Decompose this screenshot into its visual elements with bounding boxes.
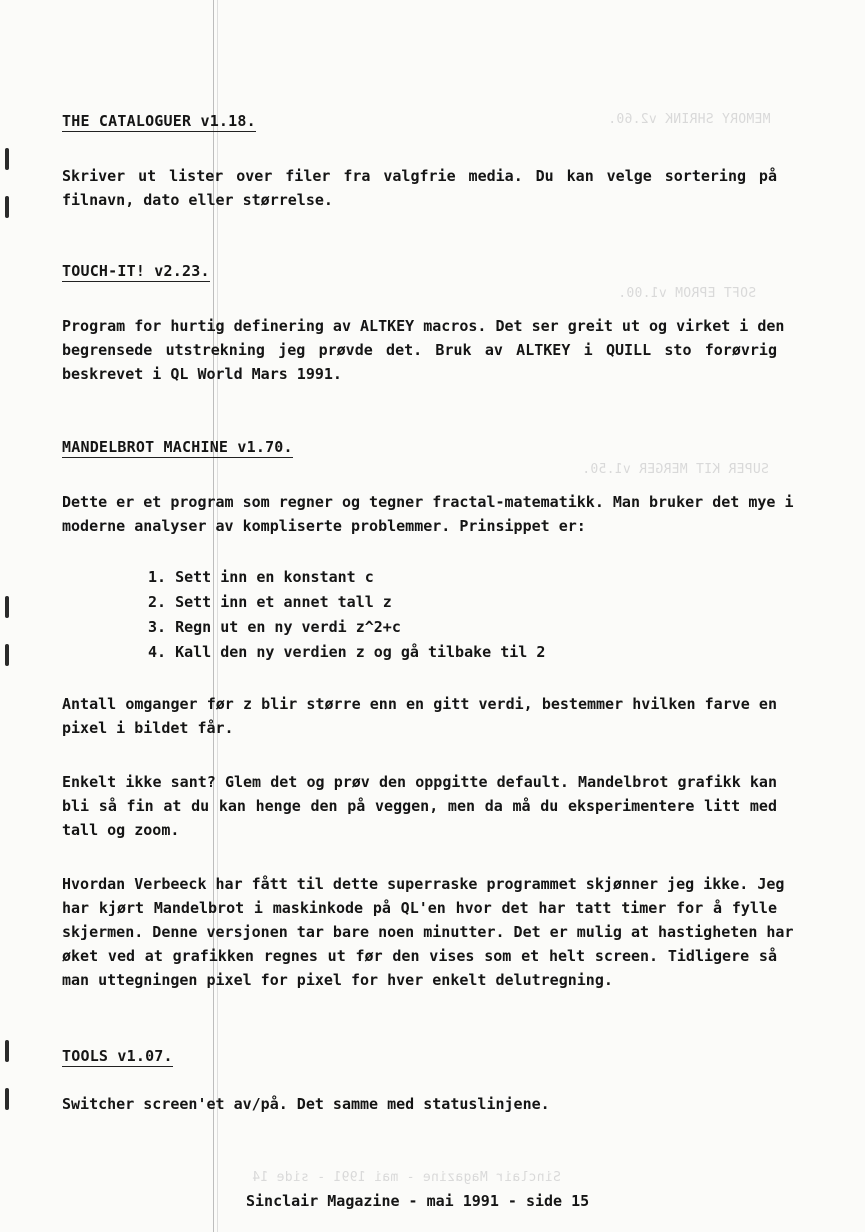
- bleed-through-heading: SOFT EPROM v1.00.: [618, 286, 757, 301]
- punch-hole-mark: [5, 1040, 9, 1062]
- section-body-cataloguer: [62, 164, 777, 212]
- section-body-mandelbrot: [62, 770, 777, 842]
- text-line: pixel i bildet får.: [62, 719, 234, 737]
- bleed-through-heading: SUPER KIT MERGER v1.50.: [582, 462, 769, 477]
- text-line: tall og zoom.: [62, 821, 180, 839]
- text-line: moderne analyser av kompliserte problemmer. Prinsippet er:: [62, 517, 586, 535]
- text-line: skjermen. Denne versjonen tar bare noen minutter. Det er mulig at hastigheten har: [62, 923, 794, 941]
- section-body-mandelbrot: [62, 872, 794, 992]
- text-line: filnavn, dato eller størrelse.: [62, 191, 333, 209]
- punch-hole-mark: [5, 1088, 9, 1110]
- section-title-mandelbrot: MANDELBROT MACHINE v1.70.: [62, 438, 293, 456]
- text-line: Enkelt ikke sant? Glem det og prøv den oppgitte default. Mandelbrot grafikk kan: [62, 773, 777, 791]
- section-title-cataloguer: THE CATALOGUER v1.18.: [62, 112, 256, 130]
- text-line: Dette er et program som regner og tegner fractal-matematikk. Man bruker det mye i: [62, 493, 794, 511]
- mandelbrot-steps-list: [148, 565, 545, 665]
- text-line: beskrevet i QL World Mars 1991.: [62, 365, 342, 383]
- text-line: Switcher screen'et av/på. Det samme med statuslinjene.: [62, 1095, 550, 1113]
- section-title-tools: TOOLS v1.07.: [62, 1047, 173, 1065]
- text-line: bli så fin at du kan henge den på veggen, men da må du eksperimentere litt med: [62, 797, 777, 815]
- section-intro-mandelbrot: [62, 490, 794, 538]
- text-line: øket ved at grafikken regnes ut før den vises som et helt screen. Tidligere så: [62, 947, 777, 965]
- section-body-mandelbrot: [62, 692, 777, 740]
- section-body-tools: [62, 1092, 777, 1116]
- text-line: Program for hurtig definering av ALTKEY macros. Det ser greit ut og virket i den: [62, 317, 785, 335]
- punch-hole-mark: [5, 196, 9, 218]
- text-line: Hvordan Verbeeck har fått til dette superraske programmet skjønner jeg ikke. Jeg: [62, 875, 785, 893]
- list-item: 1. Sett inn en konstant c: [148, 568, 374, 586]
- text-line: begrensede utstrekning jeg prøvde det. Bruk av ALTKEY i QUILL sto forøvrig: [62, 341, 777, 359]
- punch-hole-mark: [5, 644, 9, 666]
- bleed-through-footer: Sinclair Magazine - mai 1991 - side 14: [252, 1170, 561, 1185]
- section-body-touch-it: [62, 314, 785, 386]
- text-line: har kjørt Mandelbrot i maskinkode på QL'en hvor det har tatt timer for å fylle: [62, 899, 777, 917]
- bleed-through-heading: MEMORY SHRINK v2.60.: [608, 112, 771, 127]
- text-line: Skriver ut lister over filer fra valgfrie media. Du kan velge sortering på: [62, 167, 777, 185]
- punch-hole-mark: [5, 596, 9, 618]
- punch-hole-mark: [5, 148, 9, 170]
- list-item: 4. Kall den ny verdien z og gå tilbake til 2: [148, 643, 546, 661]
- text-line: Antall omganger før z blir større enn en gitt verdi, bestemmer hvilken farve en: [62, 695, 777, 713]
- page-footer: Sinclair Magazine - mai 1991 - side 15: [246, 1192, 590, 1210]
- list-item: 3. Regn ut en ny verdi z^2+c: [148, 618, 401, 636]
- list-item: 2. Sett inn et annet tall z: [148, 593, 392, 611]
- section-title-touch-it: TOUCH-IT! v2.23.: [62, 262, 210, 280]
- text-line: man uttegningen pixel for pixel for hver enkelt delutregning.: [62, 971, 613, 989]
